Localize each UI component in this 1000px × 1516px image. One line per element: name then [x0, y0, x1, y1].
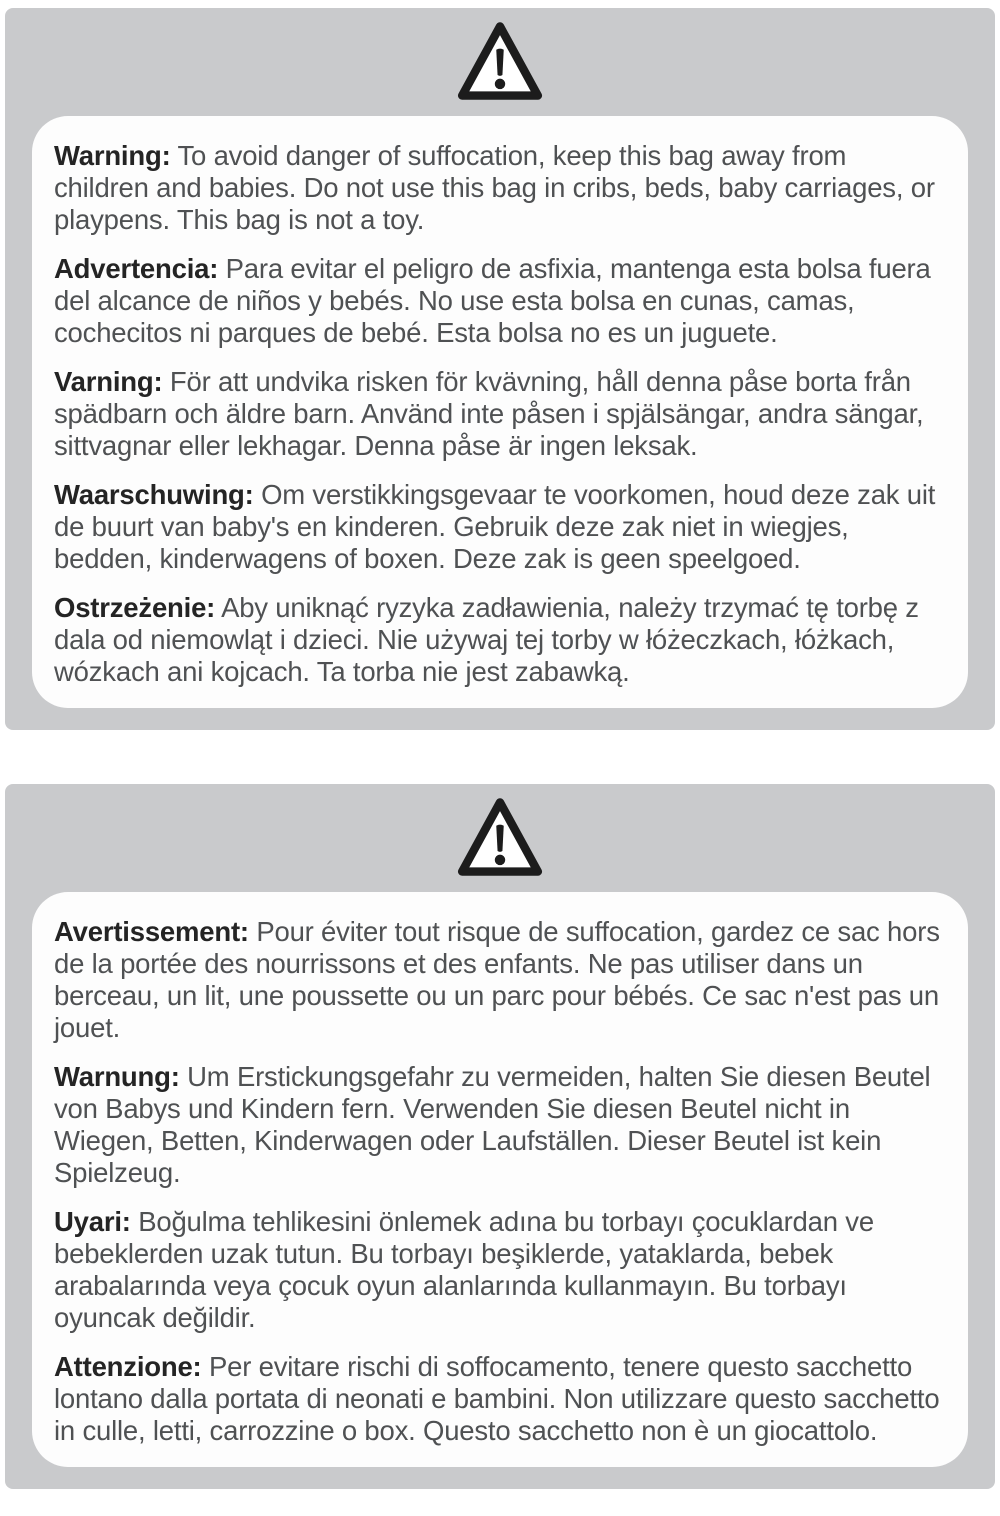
warning-paragraph-de [54, 1061, 948, 1189]
warning-text-it: Per evitare rischi di soffocamento, tenere questo sacchetto lontano dalla portata di neonati e bambini. Non utilizzare questo sacchetto in culle, letti, carrozzine o box. Questo sacchetto non è un giocattolo. [54, 1351, 940, 1446]
warning-paragraph-fr [54, 916, 948, 1044]
warning-triangle-icon [453, 18, 547, 104]
warning-text-pl: Aby uniknąć ryzyka zadławienia, należy trzymać tę torbę z dala od niemowląt i dzieci. Nie używaj tej torby w łóżeczkach, łóżkach, wózkach ani kojcach. Ta torba nie jest zabawką. [54, 592, 919, 687]
triangle-row [32, 794, 968, 880]
warning-text-es: Para evitar el peligro de asfixia, mantenga esta bolsa fuera del alcance de niños y bebés. No use esta bolsa en cunas, camas, cochecitos ni parques de bebé. Esta bolsa no es un juguete. [54, 253, 931, 348]
warning-paragraph-pl [54, 592, 948, 688]
warning-lead-sv: Varning: [54, 366, 163, 397]
warning-paragraph-nl [54, 479, 948, 575]
warning-panel-bottom [5, 784, 995, 1489]
warning-paragraph-it [54, 1351, 948, 1447]
triangle-row [32, 18, 968, 104]
warning-paragraph-tr [54, 1206, 948, 1334]
warning-triangle-icon [453, 794, 547, 880]
warning-paragraph-es [54, 253, 948, 349]
warning-card [32, 892, 968, 1467]
warning-card [32, 116, 968, 708]
warning-text-de: Um Erstickungsgefahr zu vermeiden, halten Sie diesen Beutel von Babys und Kindern fern. Verwenden Sie diesen Beutel nicht in Wiegen, Betten, Kinderwagen oder Laufställen. Dieser Beutel ist kein Spielzeug. [54, 1061, 931, 1188]
warning-text-sv: För att undvika risken för kvävning, håll denna påse borta från spädbarn och äldre barn. Använd inte påsen i spjälsängar, andra sängar, sittvagnar eller lekhagar. Denna påse är ingen leksak. [54, 366, 924, 461]
warning-text-tr: Boğulma tehlikesini önlemek adına bu torbayı çocuklardan ve bebeklerden uzak tutun. Bu torbayı beşiklerde, yataklarda, bebek arabalarında veya çocuk oyun alanlarında kullanmayın. Bu torbayı oyuncak değildir. [54, 1206, 874, 1333]
warning-panel-top [5, 8, 995, 730]
warning-lead-de: Warnung: [54, 1061, 180, 1092]
warning-text-en: To avoid danger of suffocation, keep this bag away from children and babies. Do not use this bag in cribs, beds, baby carriages, or playpens. This bag is not a toy. [54, 140, 935, 235]
warning-lead-tr: Uyari: [54, 1206, 131, 1237]
warning-lead-it: Attenzione: [54, 1351, 202, 1382]
warning-lead-fr: Avertissement: [54, 916, 249, 947]
warning-lead-en: Warning: [54, 140, 171, 171]
warning-text-fr: Pour éviter tout risque de suffocation, gardez ce sac hors de la portée des nourrissons et des enfants. Ne pas utiliser dans un berceau, un lit, une poussette ou un parc pour bébés. Ce sac n'est pas un jouet. [54, 916, 940, 1043]
warning-paragraph-en [54, 140, 948, 236]
warning-lead-pl: Ostrzeżenie: [54, 592, 216, 623]
warning-lead-es: Advertencia: [54, 253, 219, 284]
warning-paragraph-sv [54, 366, 948, 462]
warning-lead-nl: Waarschuwing: [54, 479, 254, 510]
warning-text-nl: Om verstikkingsgevaar te voorkomen, houd deze zak uit de buurt van baby's en kinderen. Gebruik deze zak niet in wiegjes, bedden, kinderwagens of boxen. Deze zak is geen speelgoed. [54, 479, 936, 574]
